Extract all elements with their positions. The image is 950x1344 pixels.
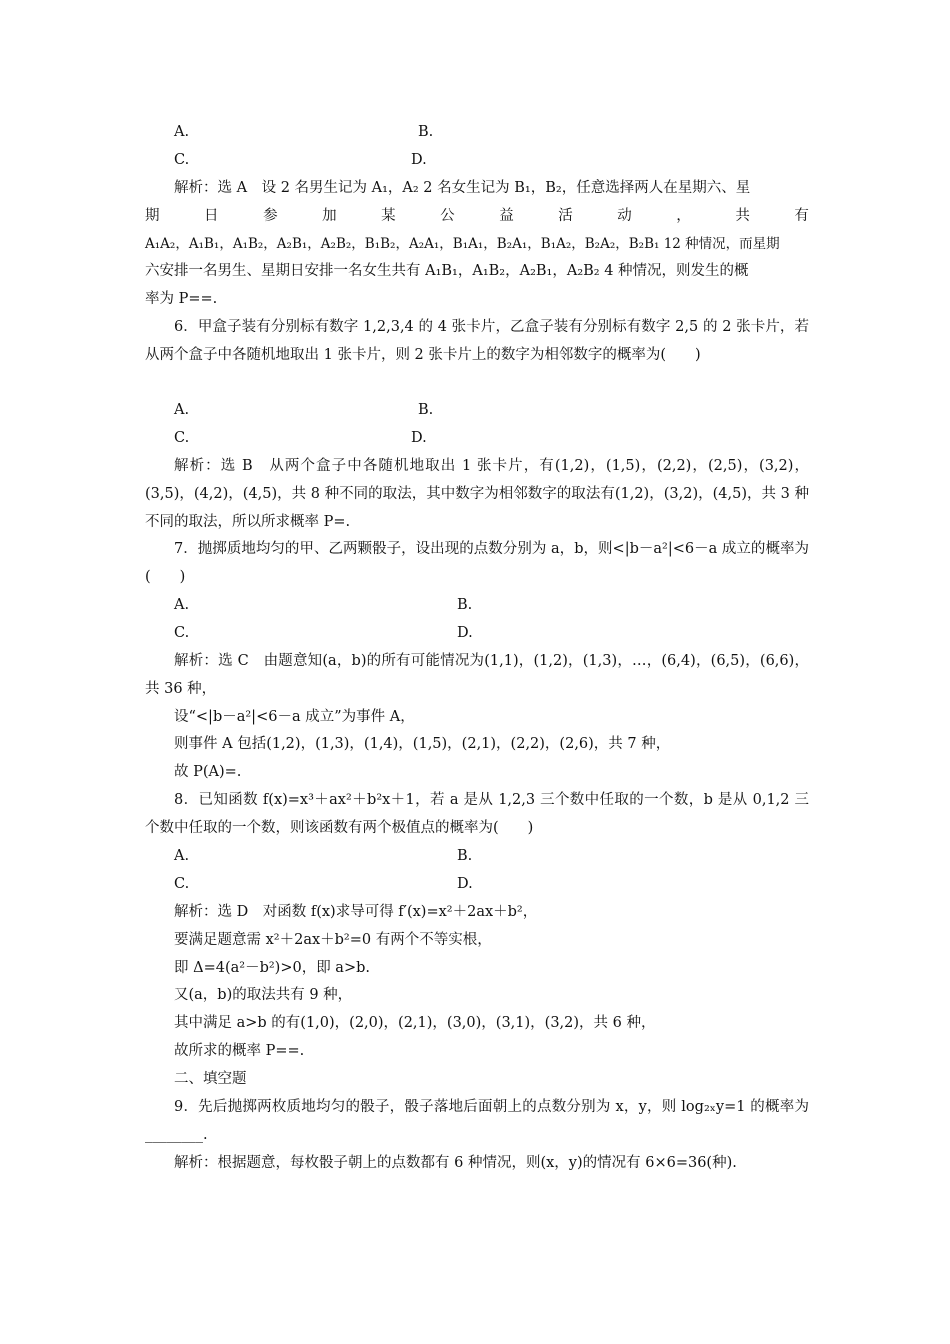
q8-option-a: A.	[174, 848, 190, 864]
q7-solution-line: 故 P(A)=.	[174, 764, 242, 781]
q7-option-d: D.	[457, 625, 473, 641]
q7-solution-line: 设“<|b－a²|<6－a 成立”为事件 A，	[174, 708, 415, 725]
question-6	[145, 314, 809, 370]
q8-option-c: C.	[174, 876, 190, 892]
q7-stem: 7．抛掷质地均匀的甲、乙两颗骰子，设出现的点数分别为 a，b，则<|b－a²|<6－a 成立的概率为( )	[145, 541, 809, 585]
q5-solution-char: 共	[735, 207, 750, 224]
q5-solution-char: 有	[794, 207, 809, 224]
q7-option-b: B.	[457, 597, 473, 613]
q5-solution-char: 期	[145, 207, 160, 224]
q7-solution-line: 则事件 A 包括(1,2)，(1,3)，(1,4)，(1,5)，(2,1)，(2,2)，(2,6)，共 7 种，	[174, 736, 671, 753]
q5-solution-char: 某	[381, 207, 396, 224]
q7-option-c: C.	[174, 625, 190, 641]
q5-solution	[145, 175, 809, 314]
q5-option-d: D.	[411, 152, 427, 168]
q6-stem: 6．甲盒子装有分别标有数字 1,2,3,4 的 4 张卡片，乙盒子装有分别标有数字 2,5 的 2 张卡片，若从两个盒子中各随机地取出 1 张卡片，则 2 张卡片上的数字为相邻数字的概率为( )	[145, 319, 809, 363]
q5-solution-char: 日	[204, 207, 219, 224]
q6-solution	[145, 453, 809, 536]
q9-solution-text: 解析：根据题意，每枚骰子朝上的点数都有 6 种情况，则(x，y)的情况有 6×6=36(种).	[174, 1154, 737, 1171]
q8-solution-line: 解析：选 D 对函数 f(x)求导可得 f′(x)=x²＋2ax＋b²，	[174, 904, 538, 920]
q6-solution-text: 解析：选 B 从两个盒子中各随机地取出 1 张卡片，有(1,2)，(1,5)，(2,2)，(2,5)，(3,2)，(3,5)，(4,2)，(4,5)，共 8 种不同的取法，其中数字为相邻数字的取法有(1,2)，(3,2)，(4,5)，共 3 种不同的取法，所以所求概率 P=.	[145, 458, 809, 530]
q8-option-b: B.	[457, 848, 473, 864]
question-8	[145, 787, 809, 843]
q5-solution-line: A₁A₂，A₁B₁，A₁B₂，A₂B₁，A₂B₂，B₁B₂，A₂A₁，B₁A₁，B₂A₁，B₁A₂，B₂A₂，B₂B₁ 12 种情况，而星期	[145, 235, 780, 252]
q8-solution	[145, 899, 809, 1094]
q5-option-a: A.	[174, 124, 190, 140]
q7-solution-text: 解析：选 C 由题意知(a，b)的所有可能情况为(1,1)，(1,2)，(1,3)，…，(6,4)，(6,5)，(6,6)，共 36 种，	[145, 653, 809, 697]
q7-option-a: A.	[174, 597, 190, 613]
q8-solution-line: 故所求的概率 P==.	[174, 1042, 305, 1059]
q5-solution-char: 参	[263, 207, 278, 224]
q5-option-c: C.	[174, 152, 190, 168]
q5-solution-char: 加	[322, 207, 337, 224]
question-9	[145, 1094, 809, 1177]
q7-solution	[145, 648, 809, 787]
q6-option-d: D.	[411, 430, 427, 446]
q5-solution-char: 公	[440, 207, 455, 224]
section-heading: 二、填空题	[174, 1070, 247, 1087]
question-7	[145, 536, 809, 592]
q8-solution-line: 即 Δ=4(a²－b²)>0，即 a>b.	[174, 959, 370, 976]
q9-stem: 9．先后抛掷两枚质地均匀的骰子，骰子落地后面朝上的点数分别为 x，y，则 log₂ₓy=1 的概率为________.	[145, 1099, 809, 1143]
q8-solution-line: 要满足题意需 x²＋2ax＋b²=0 有两个不等实根，	[174, 931, 492, 948]
q5-solution-char: 益	[499, 207, 514, 224]
q5-solution-char: ，	[676, 207, 691, 224]
q8-option-d: D.	[457, 876, 473, 892]
q5-solution-char: 活	[558, 207, 573, 224]
q6-option-c: C.	[174, 430, 190, 446]
q5-option-b: B.	[418, 124, 434, 140]
q5-solution-line: 解析：选 A 设 2 名男生记为 A₁，A₂ 2 名女生记为 B₁，B₂，任意选择两人在星期六、星	[174, 180, 751, 196]
q5-solution-line: 六安排一名男生、星期日安排一名女生共有 A₁B₁，A₁B₂，A₂B₁，A₂B₂ 4 种情况，则发生的概	[145, 263, 749, 280]
q6-option-a: A.	[174, 402, 190, 418]
q6-option-b: B.	[418, 402, 434, 418]
q8-solution-line: 其中满足 a>b 的有(1,0)，(2,0)，(2,1)，(3,0)，(3,1)，(3,2)，共 6 种，	[174, 1015, 656, 1032]
q5-solution-char: 动	[617, 207, 632, 224]
q8-solution-line: 又(a，b)的取法共有 9 种，	[174, 987, 353, 1004]
q8-stem: 8．已知函数 f(x)=x³＋ax²＋b²x＋1，若 a 是从 1,2,3 三个数中任取的一个数，b 是从 0,1,2 三个数中任取的一个数，则该函数有两个极值点的概率为( )	[145, 792, 809, 836]
q5-solution-spread-line	[145, 203, 809, 231]
q5-solution-line: 率为 P==.	[145, 291, 218, 308]
